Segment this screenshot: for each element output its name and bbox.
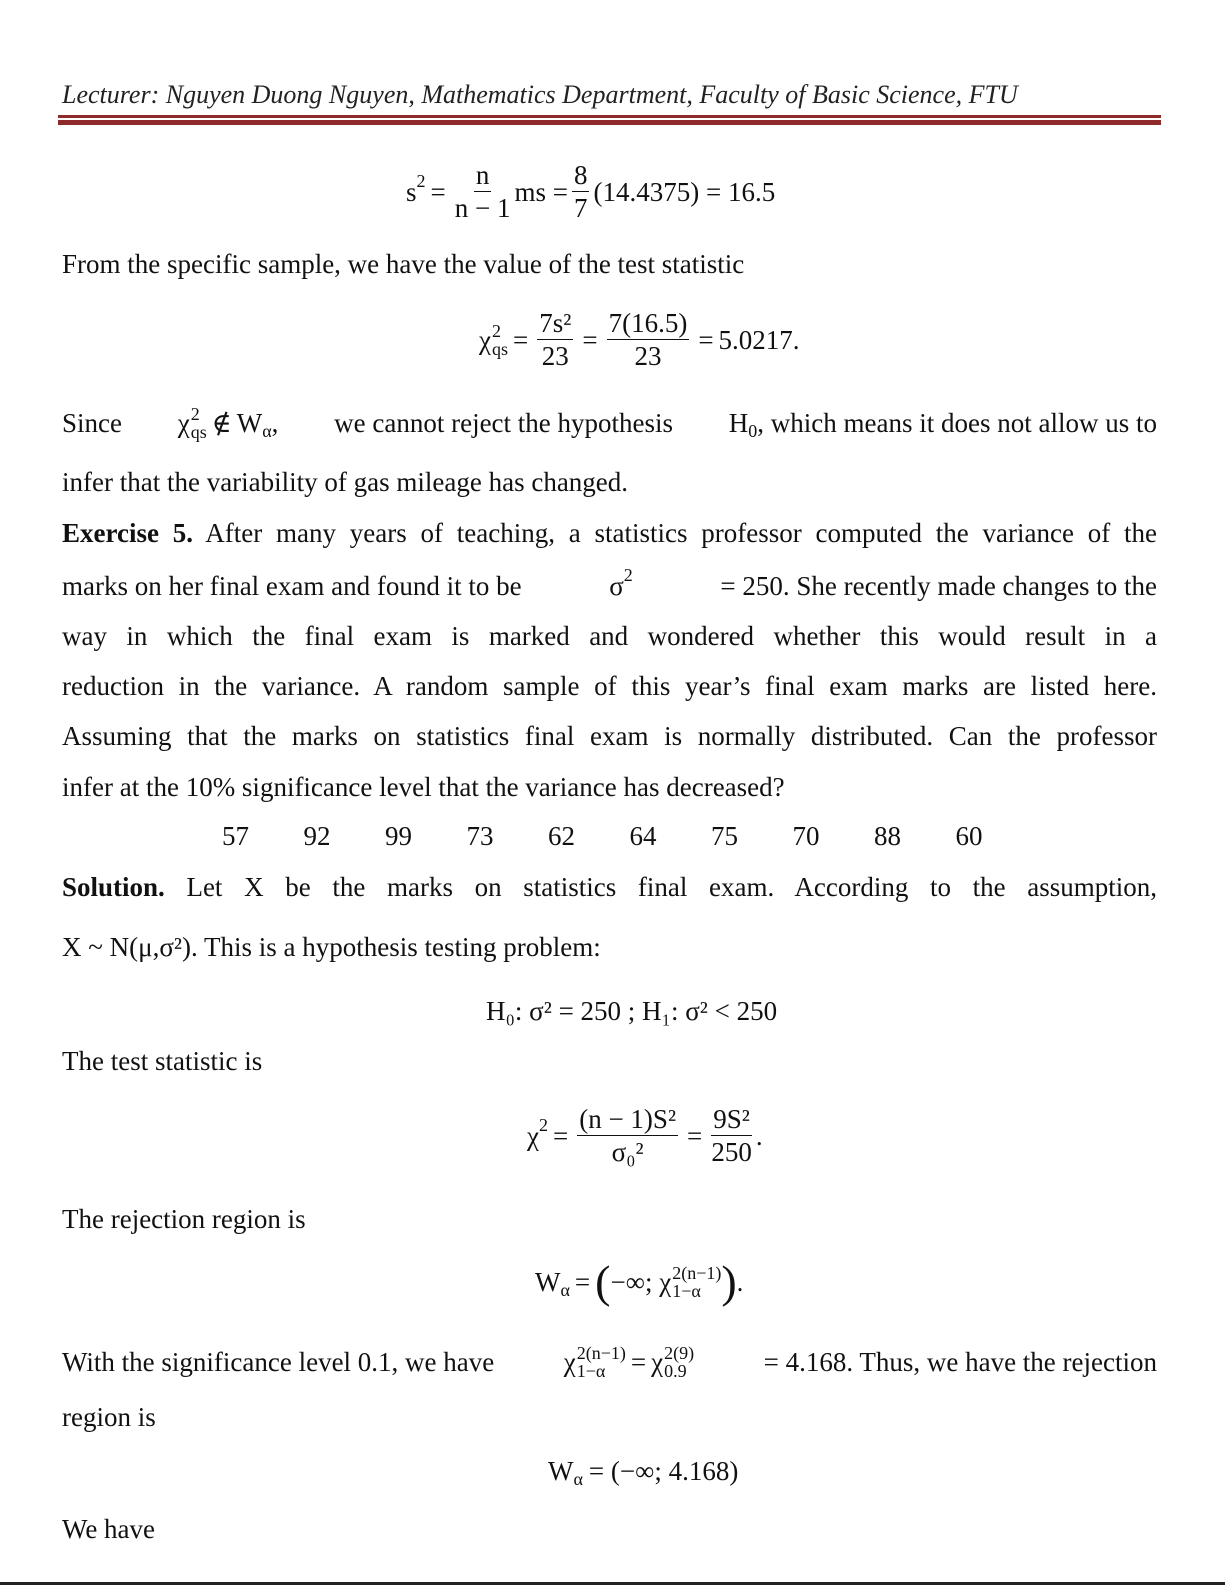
sample-value: 75 (711, 821, 738, 851)
solution-line-1: Solution. Let X be the marks on statistics final exam. According to the assumption, (62, 872, 1158, 902)
hypothesis-statement: H₀: σ² = 250 ; H₁: σ² < 250 (486, 996, 778, 1026)
exercise-line-5: Assuming that the marks on statistics final exam is normally distributed. Can the professor (62, 721, 1157, 751)
sample-value: 99 (385, 821, 412, 851)
exercise-line-6: infer at the 10% significance level that the variance has decreased? (62, 772, 785, 802)
sample-variance-equation: s 2 = $\frac{n}{n - 1}$ ms = $\frac{8}{7}$ (14.4375) = 16.5 (406, 160, 776, 223)
chi-square-value-equation: χ 2 qs = $\frac{\text{7s²}}{23}$ = $\frac{7(16.5)}{23}$ = 5.0217. (479, 308, 800, 371)
exercise-line-3: way in which the final exam is marked and wondered whether this would result in a (62, 621, 1157, 651)
text-rejection-region-label: The rejection region is (62, 1204, 306, 1234)
text-test-statistic-intro: From the specific sample, we have the value of the test statistic (62, 249, 745, 279)
sample-value: 64 (629, 821, 657, 851)
exercise-line-1: Exercise 5. After many years of teaching, a statistics professor computed the variance of the (62, 518, 1158, 548)
page-header: Lecturer: Nguyen Duong Nguyen, Mathematics Department, Faculty of Basic Science, FTU (62, 80, 1018, 109)
test-statistic-formula: χ 2 = $\frac{\text{(n − 1)S²}}{\text{σ₀²}}$ = $\frac{\text{9S²}}{250}$ . (527, 1104, 763, 1167)
sample-value: 73 (466, 821, 494, 851)
text-region-is: region is (62, 1402, 156, 1432)
sample-value: 92 (303, 821, 331, 851)
solution-line-2: X ~ N(μ,σ²). This is a hypothesis testing problem: (62, 932, 601, 962)
sample-value: 57 (222, 821, 249, 851)
text-we-have: We have (62, 1514, 156, 1544)
header-rule-thick (58, 120, 1161, 125)
exercise-line-2: marks on her final exam and found it to be σ 2 = 250. She recently made changes to the (62, 565, 1157, 601)
header-rule-thin (58, 115, 1161, 118)
text-infer-variability: infer that the variability of gas mileage has changed. (62, 467, 629, 497)
text-since-conclusion: Since χ 2 qs ∉ W α , we cannot reject the hypothesis H 0 , which means it does not allow us to (62, 404, 1157, 442)
rejection-region-formula: W α = ( −∞; χ 2(n−1) 1−α ) . (535, 1256, 744, 1307)
sample-value: 62 (548, 821, 575, 851)
text-test-statistic-label: The test statistic is (62, 1046, 263, 1076)
sample-marks-list (222, 822, 1037, 850)
exercise-line-4: reduction in the variance. A random sample of this year’s final exam marks are listed here. (62, 671, 1157, 701)
text-significance-level: With the significance level 0.1, we have χ 2(n−1) 1−α = χ 2(9) 0.9 = 4.168. Thus, we have the rejection (62, 1343, 1157, 1381)
rejection-region-value: W α = (−∞; 4.168) (548, 1456, 739, 1489)
sample-value: 88 (874, 821, 901, 851)
sample-value: 60 (955, 821, 983, 851)
sample-value: 70 (792, 821, 820, 851)
